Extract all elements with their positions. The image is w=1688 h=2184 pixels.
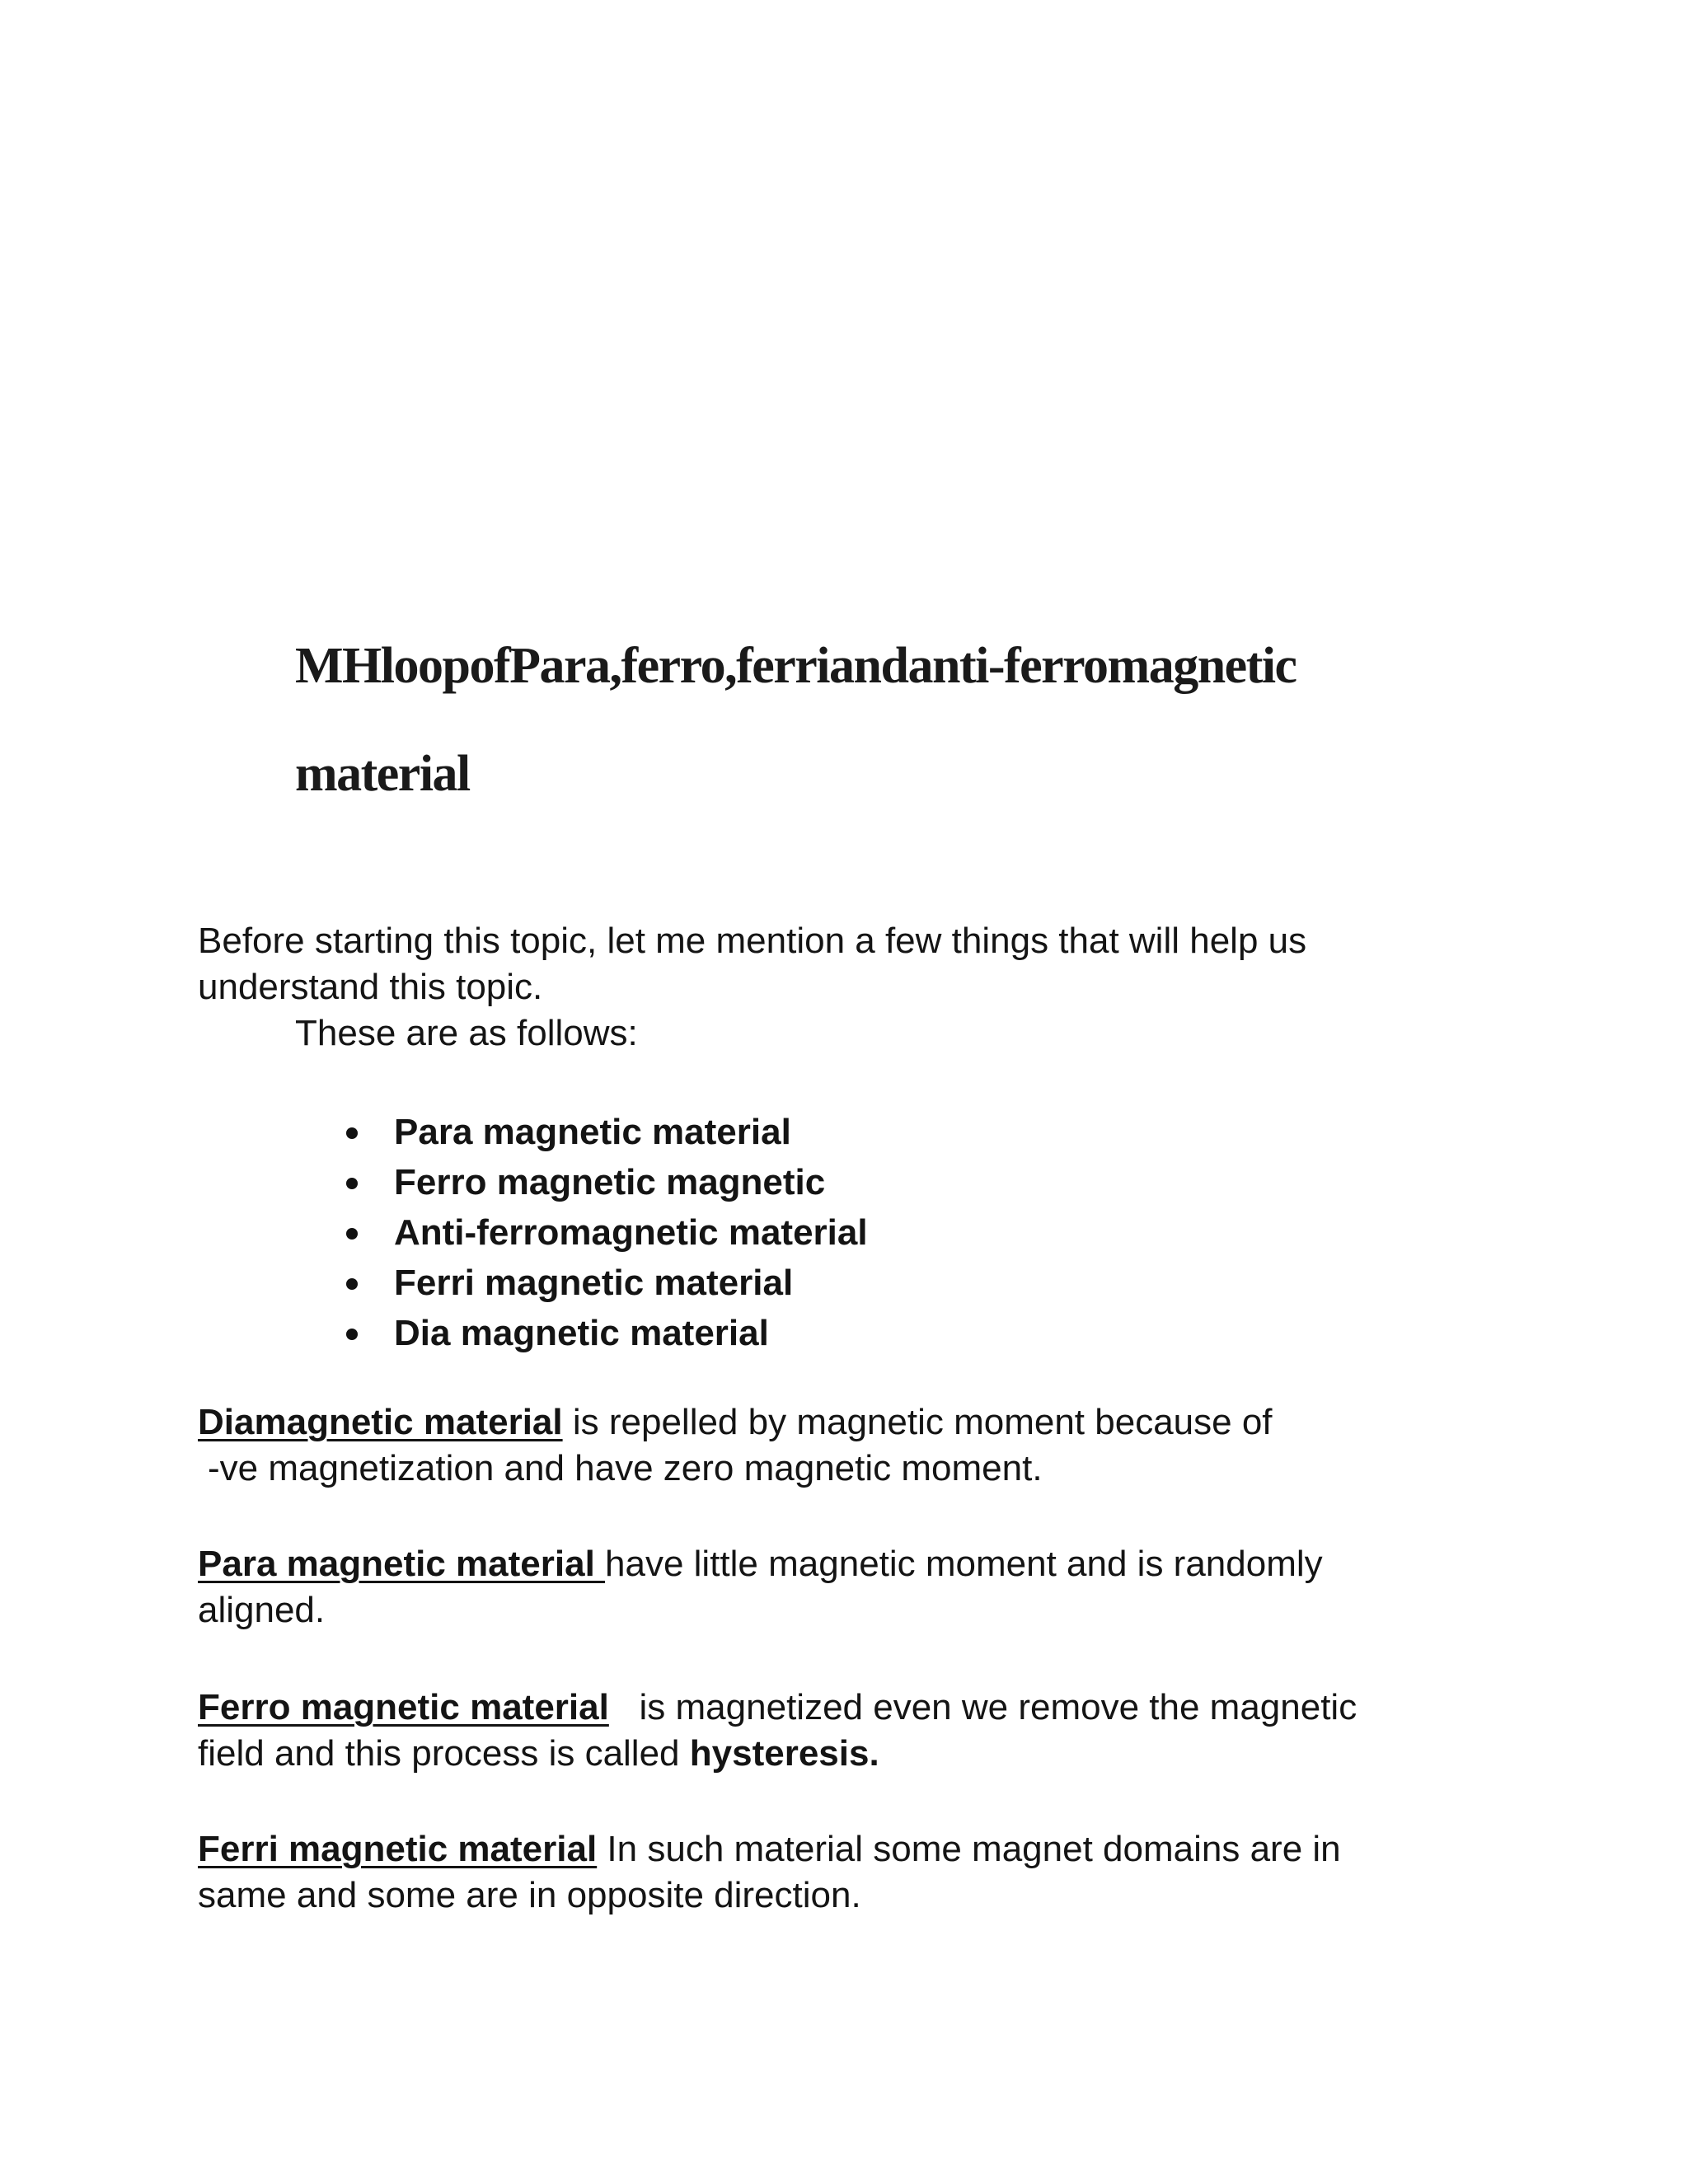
bullet-icon: [346, 1228, 358, 1240]
list-item-text: Ferro magnetic magnetic: [394, 1162, 826, 1202]
list-item: [346, 1109, 868, 1160]
list-item: [346, 1260, 868, 1310]
ferromagnetic-term: Ferro magnetic material: [198, 1687, 609, 1727]
intro-line-3: These are as follows:: [295, 1013, 638, 1053]
material-list: [346, 1109, 868, 1361]
ferrimagnetic-term: Ferri magnetic material: [198, 1829, 598, 1869]
diamagnetic-paragraph: [198, 1399, 1599, 1492]
hysteresis-emphasis: hysteresis.: [689, 1733, 879, 1774]
ferromagnetic-text-1: is magnetized even we remove the magnetic: [608, 1687, 1357, 1727]
bullet-icon: [346, 1329, 358, 1340]
document-title-line-1: MHloopofPara,ferro,ferriandanti-ferromagnetic: [295, 638, 1296, 694]
list-item-text: Ferri magnetic material: [394, 1263, 794, 1303]
intro-line-2: understand this topic.: [198, 967, 543, 1007]
list-item: [346, 1160, 868, 1210]
diamagnetic-term: Diamagnetic material: [198, 1402, 563, 1442]
document-title-line-2: material: [295, 746, 470, 802]
intro-paragraph: [198, 918, 1599, 1010]
ferromagnetic-paragraph: [198, 1685, 1599, 1777]
bullet-icon: [346, 1127, 358, 1139]
ferrimagnetic-text-1: In such material some magnet domains are in: [597, 1829, 1341, 1869]
paramagnetic-term: Para magnetic material: [198, 1544, 606, 1584]
diamagnetic-text-1: is repelled by magnetic moment because of: [562, 1402, 1273, 1442]
paramagnetic-paragraph: [198, 1541, 1599, 1633]
paramagnetic-text-2: aligned.: [198, 1590, 326, 1630]
list-item-text: Dia magnetic material: [394, 1313, 769, 1353]
paramagnetic-text-1: have little magnetic moment and is randomly: [605, 1544, 1323, 1584]
list-item: [346, 1210, 868, 1260]
ferrimagnetic-paragraph: [198, 1826, 1599, 1919]
ferromagnetic-text-2: field and this process is called: [198, 1733, 690, 1774]
ferrimagnetic-text-2: same and some are in opposite direction.: [198, 1875, 861, 1915]
bullet-icon: [346, 1278, 358, 1290]
bullet-icon: [346, 1178, 358, 1189]
list-item: [346, 1310, 868, 1361]
diamagnetic-text-2: -ve magnetization and have zero magnetic moment.: [208, 1448, 1043, 1488]
list-item-text: Anti-ferromagnetic material: [394, 1212, 868, 1253]
intro-line-1: Before starting this topic, let me mention a few things that will help us: [198, 921, 1307, 961]
list-item-text: Para magnetic material: [394, 1112, 791, 1152]
